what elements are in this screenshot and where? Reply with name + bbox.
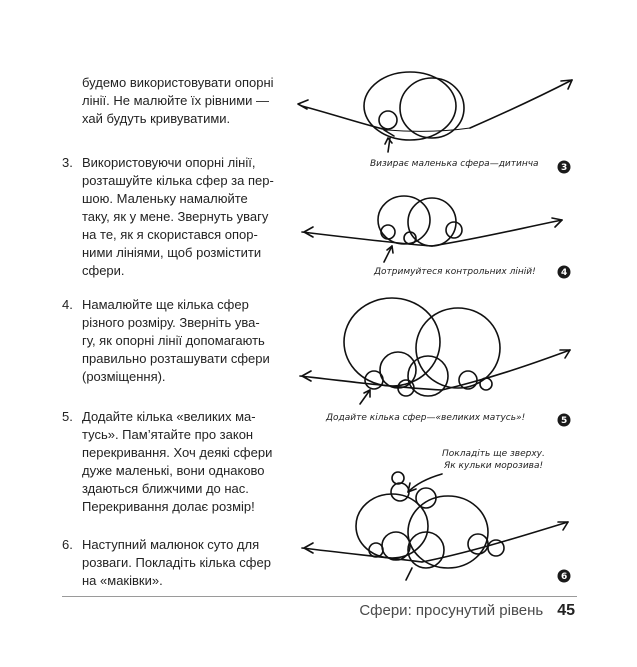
illustration-step-4 (292, 186, 582, 282)
step-3-text (62, 154, 282, 280)
step-5-text (62, 408, 282, 516)
sphere-sketch-3 (292, 68, 582, 180)
illustration-step-5 (292, 294, 582, 430)
step-body: будемо використовувати опорні лінії. Не малюйте їх рівними — хай будуть кривуватими. (82, 75, 274, 126)
caption-line-2: Як кульки морозива! (444, 461, 544, 471)
caption: Дотримуйтеся контрольних ліній! (374, 267, 536, 277)
step-number: 6. (62, 537, 73, 552)
footer-divider (62, 596, 577, 597)
step-badge: 5 (561, 416, 568, 426)
step-intro-text (62, 74, 282, 128)
sphere-sketch-4 (292, 186, 582, 282)
step-body: Використовуючи опорні лінії, розташуйте кілька сфер за пер- шою. Маленьку намалюйте таку, як у мене. Звернуть увагу на те, як я скористався опор- ними лініями, щоб розмістити сфери. (82, 155, 274, 278)
sphere-sketch-6 (292, 440, 582, 586)
page-footer (359, 602, 575, 620)
caption: Визирає маленька сфера—дитинча (370, 159, 539, 169)
illustration-step-3 (292, 68, 582, 180)
step-body: Додайте кілька «великих ма- тусь». Пам’ятайте про закон перекривання. Хоч деякі сфери дуже маленькі, вони однаково здаються ближчими до нас. Перекривання долає розмір! (82, 409, 273, 514)
step-badge: 3 (561, 163, 568, 173)
step-badge: 6 (561, 572, 568, 582)
chapter-title: Сфери: просунутий рівень (359, 602, 544, 619)
step-body: Намалюйте ще кілька сфер різного розміру. Зверніть ува- гу, як опорні лінії допомагають правильно розташувати сфери (розміщення). (82, 297, 270, 384)
page-number: 45 (557, 602, 575, 619)
step-4-text (62, 296, 282, 386)
step-number: 3. (62, 155, 73, 170)
step-badge: 4 (561, 268, 568, 278)
sphere-sketch-5 (292, 294, 582, 430)
step-number: 4. (62, 297, 73, 312)
caption-line-1: Покладіть ще зверху. (442, 449, 545, 459)
step-number: 5. (62, 409, 73, 424)
caption: Додайте кілька сфер—«великих матусь»! (326, 413, 526, 423)
illustration-step-6 (292, 440, 582, 586)
step-6-text (62, 536, 282, 590)
step-body: Наступний малюнок суто для розваги. Покладіть кілька сфер на «маківки». (82, 537, 271, 588)
